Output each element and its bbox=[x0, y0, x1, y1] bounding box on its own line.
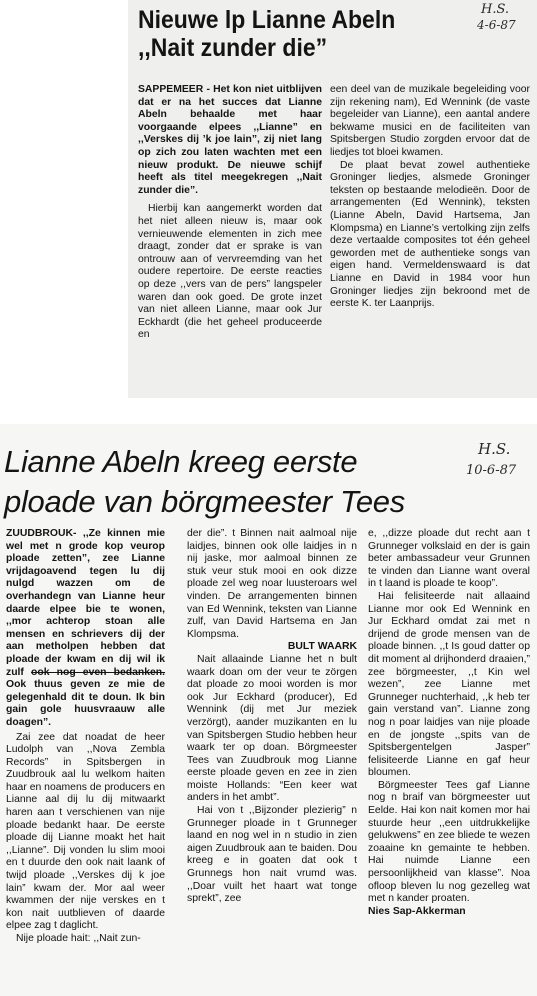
clipping1-headline-line2: ,,Nait zunder die” bbox=[138, 34, 328, 62]
clipping1-column-1 bbox=[138, 84, 322, 342]
newspaper-clipping-1 bbox=[128, 0, 537, 398]
clipping2-paragraph: Zai zee dat noadat de heer Ludolph van ,,Nova Zembla Records” in Spitsbergen in Zuudbrouk aal lu welkom haiten haar en noamens de producers en Lianne aal dij lu dij mitwaarkt haren aan t verschienen van nije ploade bedankt haar. De eerste ploade dij Lianne moakt het hait ,,Lianne”. Dij vonden lu slim mooi en t duurde den ook nait laank of twijd ploade ,,Verskes dij k joe lain” kwam der. Mor aal weer kwammen der nije verskes en t kon nait uutblieven of daarde elpee zag t daglicht. bbox=[6, 731, 165, 932]
clipping2-struck-text: ook nog even bedanken. bbox=[31, 666, 166, 678]
clipping2-headline-line1: Lianne Abeln kreeg eerste bbox=[4, 444, 358, 479]
clipping2-subheading: BULT WAARK bbox=[287, 641, 357, 653]
clipping2-column-3 bbox=[368, 528, 530, 918]
clipping2-paragraph: der die”. t Binnen nait aalmoal nije laidjes, binnen ook olle laidjes in n nij jaske, mor aalmoal binnen ze stuk veur stuk mooi en ook dizze ploade zel weg noar luusteroars wel vinden. De arrangementen binnen van Ed Wennink, teksten van Lianne zulf, van David Hartsema en Jan Klompsma. bbox=[187, 528, 357, 640]
clipping2-column-2 bbox=[187, 528, 357, 906]
clipping1-headline-line1: Nieuwe lp Lianne Abeln bbox=[138, 6, 396, 34]
clipping2-headline-line2: ploade van börgmeester Tees bbox=[4, 484, 405, 519]
clipping1-paragraph: Hierbij kan aangemerkt worden dat het niet alleen nieuw is, maar ook vernieuwende elementen in zich mee draagt, zonder dat er sprake is van ontrouw aan of vervreemding van het oudere repertoire. De eerste reacties op deze ,,vers van de pers” langspeler waren dan ook goed. De grote inzet van niet alleen Lianne, maar ook Jur Eckhardt (die het geheel produceerde en bbox=[138, 203, 322, 341]
clipping1-paragraph: een deel van de muzikale begeleiding voor zijn rekening nam), Ed Wennink (de vaste begeleider van Lianne), een aantal andere bekwame musici en de faciliteiten van Spitsbergen Studio zorgden ervoor dat de liedjes tot bloei kwamen. bbox=[330, 84, 530, 158]
clipping1-paragraph: De plaat bevat zowel authentieke Groninger liedjes, alsmede Groninger teksten op bestaande melodieën. Door de arrangementen (Ed Wennink), teksten (Lianne Abeln, David Hartsema, Jan Klompsma) en Lianne’s vertolking zijn zelfs deze vertaalde composites tot één geheel geworden met de authentieke songs van eigen hand. Vermeldenswaard is dat Lianne en David in 1984 voor hun Groninger liedjes zijn bekroond met de eerste K. ter Laanprijs. bbox=[330, 159, 530, 310]
clipping2-paragraph: Hai von t ,,Bijzonder plezierig” n Grunneger ploade in t Grunneger laand en nog wel in n studio in zien aigen Zuudbrouk aan te baiden. Dou kreeg e in goaten dat ook t Grunnegs hon nait vrumd was. ,,Doar vuilt het haart wat tonge sprekt”, zee bbox=[187, 805, 357, 905]
clipping1-handwritten-date: 4-6-87 bbox=[477, 18, 516, 32]
clipping2-paragraph: Nait allaainde Lianne het n bult waark doan om der veur te zörgen dat ploade zo mooi worden is mor ook Jur Eckhard (producer), Ed Wennink (dij met Jur meziek verzörgt), aander muzikanten en lu van Spitsbergen Studio hebben heur waark ter op doan. Börgmeester Tees van Zuudbrouk mog Lianne eerste ploade geven en zee in zien moiste Hollands: “Een keer wat anders in het ambt”. bbox=[187, 653, 357, 804]
newspaper-clipping-2 bbox=[0, 424, 537, 996]
clipping1-lead-paragraph: SAPPEMEER - Het kon niet uitblijven dat er na het succes dat Lianne Abeln behaalde met haar voorgaande elpees ,,Lianne” en ,,Verskes dij ’k joe lain”, zij niet lang op zich zou laten wachten met een nieuw produkt. De nieuwe schijf heeft als titel meegekregen ,,Nait zunder die”. bbox=[138, 84, 322, 196]
clipping2-author-signature: Nies Sap-Akkerman bbox=[368, 905, 466, 917]
clipping2-lead-text: ZUUDBROUK- ,,Ze kinnen mie wel met n grode kop veurop ploade zetten”, zee Lianne vrijdagoavend tegen lu dij nulgd wazzen om de overhandegn van Lianne heur daarde elpee bie te wonen, ,,mor achterop stoan alle mensen en schrievers dij der aan metholpen hebben dat ploade der kwam en dij wil ik zulf bbox=[6, 528, 165, 678]
clipping2-paragraph: Hai felisiteerde nait allaaind Lianne mor ook Ed Wennink en Jur Eckhard omdat zai met n drijend de grode mensen van de ploade binnen. ,,t Is goud datter op dit moment al drijhonderd draaien,” zee börgmeester, ,,t Kin wel wezen”, zee Lianne met Grunneger nuchterhaid, ,,k heb ter gain verstand van”. Lianne zong nog n poar laidjes van nije ploade en de jongste ,,spits van de Spitsbergentelgen Jasper” felisiteerde Lianne en gaf heur bloumen. bbox=[368, 590, 530, 779]
clipping2-handwritten-source: H.S. bbox=[478, 440, 511, 458]
clipping2-lead-text-continued: Ook thuus geven ze mie de gelegenhald dit te doun. Ik bin gain gole huusvraauw alle doagen”. bbox=[6, 679, 165, 728]
clipping1-column-2 bbox=[330, 84, 530, 311]
clipping2-paragraph: Börgmeester Tees gaf Lianne nog n braif van börgmeester uut Eelde. Hai kon nait komen mor hai stuurde heur ,,een uitdrukkelijke gelukwens” en zee bliede te wezen zoaaine kn gemainte te hebben. Hai nuimde Lianne een persoonlijkheid van klasse”. Noa ofloop bleven lu nog gezelleg wat met n kander proaten. bbox=[368, 779, 530, 905]
clipping2-paragraph: Nije ploade hait: ,,Nait zun- bbox=[16, 933, 141, 944]
clipping2-handwritten-date: 10-6-87 bbox=[466, 463, 517, 478]
clipping2-paragraph: e, ,,dizze ploade dut recht aan t Grunneger volkslaid en der is gain beter ambassadeur veur Grunnen te vinden dan Lianne want overal in t laand is ploade te koop”. bbox=[368, 528, 530, 590]
clipping1-handwritten-source: H.S. bbox=[481, 2, 510, 17]
clipping2-column-1 bbox=[6, 528, 165, 946]
